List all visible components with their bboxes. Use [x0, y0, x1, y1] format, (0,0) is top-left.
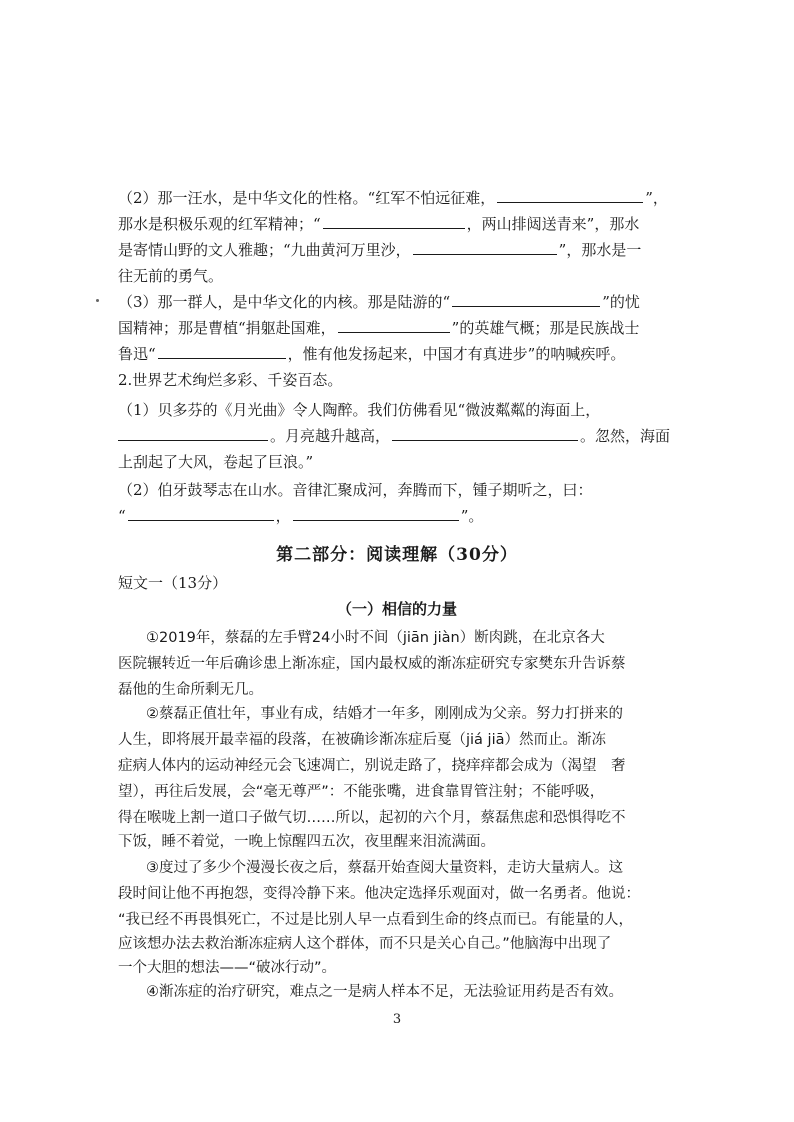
passage-line: “我已经不再畏惧死亡，不过是比别人早一点看到生命的终点而已。有能量的人， [118, 912, 634, 928]
text: ，两山排闼送青来”，那水 [466, 215, 640, 233]
passage-line: 下饭，睡不着觉，一晚上惊醒四五次，夜里醒来泪流满面。 [118, 834, 495, 850]
passage-line: 段时间让他不再抱怨，变得冷静下来。他决定选择乐观面对，做一名勇者。他说： [118, 886, 640, 902]
text: 是寄情山野的文人雅趣；“九曲黄河万里沙， [118, 241, 411, 259]
passage-line: ③度过了多少个漫漫长夜之后，蔡磊开始查阅大量资料，走访大量病人。这 [146, 860, 623, 876]
q2-2-line-1: （2）伯牙鼓琴志在山水。音律汇聚成河，奔腾而下，锺子期听之，曰： [118, 481, 593, 499]
answer-blank[interactable] [497, 188, 643, 203]
passage-line: ②蔡磊正值壮年，事业有成，结婚才一年多，刚刚成为父亲。努力打拼来的 [146, 706, 623, 722]
text: “ [118, 507, 126, 525]
q2-1-line-3: 上刮起了大风，卷起了巨浪。” [118, 453, 314, 471]
passage-line: 症病人体内的运动神经元会飞速凋亡，别说走路了，挠痒痒都会成为（渴望 奢 [118, 758, 626, 774]
passage-line: ④渐冻症的治疗研究，难点之一是病人样本不足，无法验证用药是否有效。 [146, 984, 623, 1000]
answer-blank[interactable] [413, 240, 557, 255]
answer-blank[interactable] [118, 426, 268, 441]
section-label: 短文一（13分） [118, 574, 228, 592]
q2-1-line-1: （1）贝多芬的《月光曲》令人陶醉。我们仿佛看见“微波粼粼的海面上， [118, 401, 601, 419]
passage-line: 望），再往后发展，会“毫无尊严”：不能张嘴，进食靠胃管注射；不能呼吸， [118, 784, 605, 800]
passage-line: 应该想办法去救治渐冻症病人这个群体，而不只是关心自己。”他脑海中出现了 [118, 936, 612, 952]
text: 鲁迅“ [118, 345, 156, 363]
scan-speck [96, 299, 99, 302]
answer-blank[interactable] [293, 506, 459, 521]
text: ”的忧 [602, 293, 640, 311]
passage-line: ①2019年，蔡磊的左手臂24小时不间（jiān jiàn）断肉跳，在北京各大 [146, 630, 605, 646]
item-2-heading: 2.世界艺术绚烂多彩、千姿百态。 [118, 371, 343, 389]
text: ”， [645, 189, 668, 207]
part-2-heading: 第二部分：阅读理解（30分） [276, 545, 518, 565]
text: 那水是积极乐观的红军精神；“ [118, 215, 321, 233]
passage-line: 磊他的生命所剩无几。 [118, 682, 263, 698]
text: 。月亮越升越高， [270, 427, 391, 445]
q3-line-3 [118, 344, 698, 364]
text: ，惟有他发扬起来，中国才有真进步”的呐喊疾呼。 [287, 345, 626, 363]
passage-line: 得在喉咙上割一道口子做气切……所以，起初的六个月，蔡磊焦虑和恐惧得吃不 [118, 810, 626, 826]
q3-line-2 [118, 318, 698, 338]
page-number: 3 [392, 1012, 402, 1027]
text: （3）那一群人，是中华文化的内核。那是陆游的“ [118, 293, 451, 311]
passage-line: 医院辗转近一年后确诊患上渐冻症，国内最权威的渐冻症研究专家樊东升告诉蔡 [118, 656, 626, 672]
text: ”，那水是一 [558, 241, 642, 259]
q2-line-4: 往无前的勇气。 [118, 267, 224, 285]
answer-blank[interactable] [452, 292, 600, 307]
q2-line-1 [118, 188, 698, 208]
q2-1-line-2 [118, 426, 698, 446]
answer-blank[interactable] [338, 318, 450, 333]
q2-line-2 [118, 214, 698, 234]
answer-blank[interactable] [392, 426, 578, 441]
passage-line: 一个大胆的想法——“破冰行动”。 [118, 960, 337, 976]
text: 。忽然，海面 [580, 427, 671, 445]
passage-line: 人生，即将展开最幸福的段落，在被确诊渐冻症后戛（jiá jiā）然而止。渐冻 [118, 732, 606, 748]
q2-line-3 [118, 240, 698, 260]
passage-title: （一）相信的力量 [336, 600, 457, 618]
text: ”。 [460, 507, 484, 525]
text: 国精神；那是曹植“捐躯赴国难， [118, 319, 336, 337]
q2-2-line-2 [118, 506, 698, 526]
q3-line-1 [118, 292, 698, 312]
text: ， [275, 507, 291, 525]
text: （2）那一汪水，是中华文化的性格。“红军不怕远征难， [118, 189, 496, 207]
answer-blank[interactable] [158, 344, 286, 359]
text: ”的英雄气概；那是民族战士 [451, 319, 640, 337]
answer-blank[interactable] [323, 214, 465, 229]
answer-blank[interactable] [128, 506, 274, 521]
